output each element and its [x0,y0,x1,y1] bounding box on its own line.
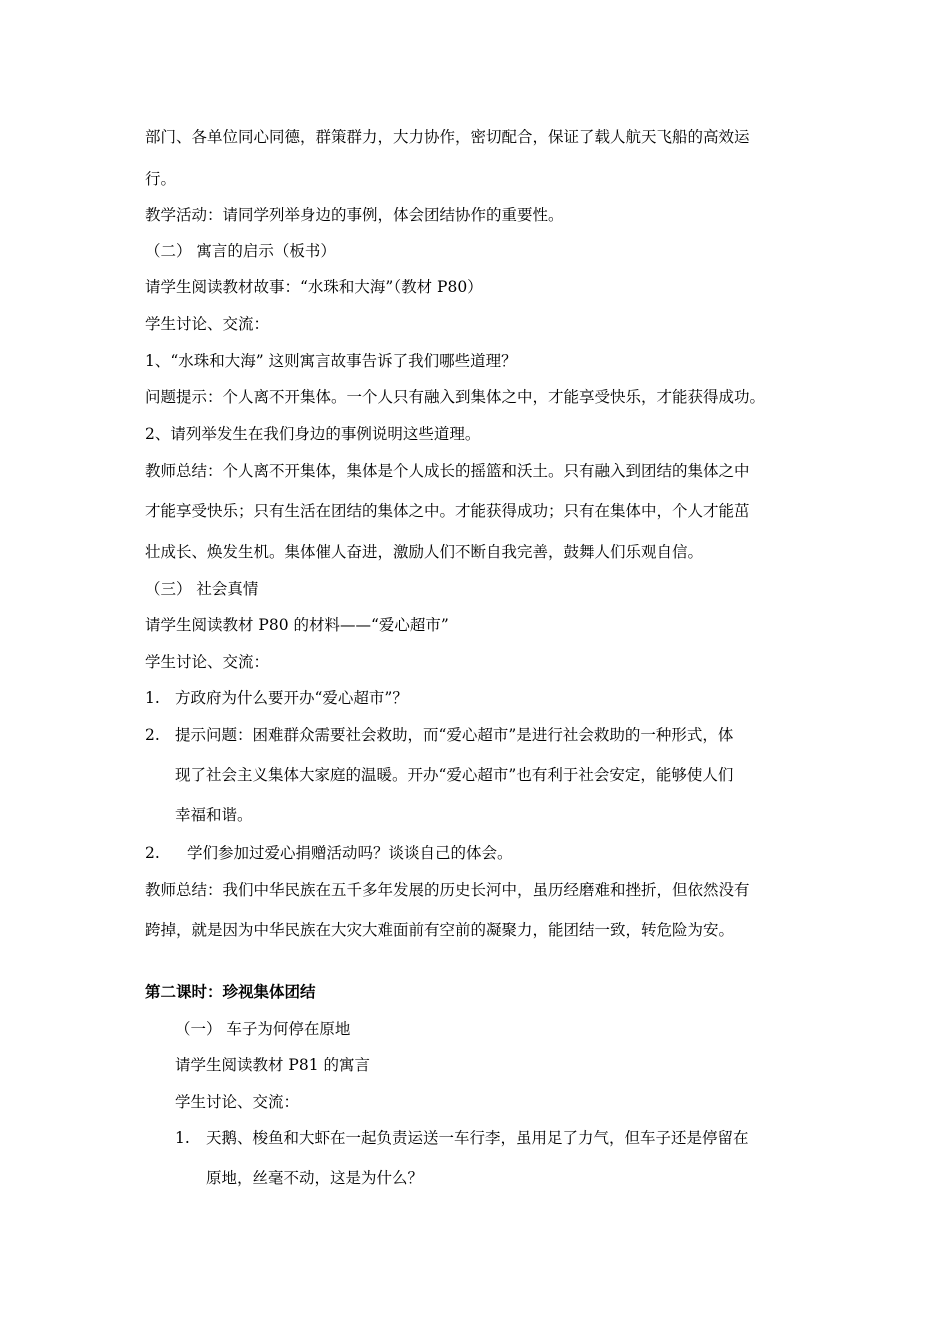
paragraph-line: 学生讨论、交流： [175,1093,300,1111]
list-item-text: 幸福和谐。 [175,806,253,824]
paragraph-line: 跨掉，就是因为中华民族在大灾大难面前有空前的凝聚力，能团结一致，转危险为安。 [145,921,735,939]
paragraph-line: 请学生阅读教材故事：“水珠和大海”（教材 P80） [145,278,483,296]
paragraph-line: 壮成长、焕发生机。集体催人奋进，激励人们不断自我完善，鼓舞人们乐观自信。 [145,543,704,561]
list-number: 1. [175,1129,190,1147]
paragraph-line: 请学生阅读教材 P81 的寓言 [175,1056,371,1074]
paragraph-line: 请学生阅读教材 P80 的材料——“爱心超市” [145,616,449,634]
paragraph-line: 教学活动：请同学列举身边的事例，体会团结协作的重要性。 [145,206,564,224]
list-item-text: 提示问题：困难群众需要社会救助，而“爱心超市”是进行社会救助的一种形式，体 [175,726,734,744]
lesson-heading: 第二课时：珍视集体团结 [145,982,316,1001]
paragraph-line: 行。 [145,170,177,188]
paragraph-line: 2、请列举发生在我们身边的事例说明这些道理。 [145,425,481,443]
paragraph-line: 1、“水珠和大海” 这则寓言故事告诉了我们哪些道理？ [145,352,517,370]
section-subheading: （三） 社会真情 [145,580,259,598]
paragraph-line: 部门、各单位同心同德，群策群力，大力协作，密切配合，保证了载人航天飞船的高效运 [145,128,750,146]
list-item-text: 学们参加过爱心捐赠活动吗？谈谈自己的体会。 [187,844,513,862]
paragraph-line: 学生讨论、交流： [145,315,270,333]
section-subheading: （二） 寓言的启示（板书） [145,242,336,260]
paragraph-line: 教师总结：我们中华民族在五千多年发展的历史长河中，虽历经磨难和挫折，但依然没有 [145,881,750,899]
paragraph-line: 教师总结：个人离不开集体，集体是个人成长的摇篮和沃土。只有融入到团结的集体之中 [145,462,750,480]
list-number: 1. [145,689,160,707]
paragraph-line: 问题提示：个人离不开集体。一个人只有融入到集体之中，才能享受快乐，才能获得成功。 [145,388,766,406]
list-number: 2. [145,726,160,744]
paragraph-line: 学生讨论、交流： [145,653,270,671]
list-item-text: 原地，丝毫不动，这是为什么？ [206,1169,424,1187]
section-subheading: （一） 车子为何停在原地 [175,1020,351,1038]
list-item-text: 天鹅、梭鱼和大虾在一起负责运送一车行李，虽用足了力气，但车子还是停留在 [206,1129,749,1147]
paragraph-line: 才能享受快乐；只有生活在团结的集体之中。才能获得成功；只有在集体中，个人才能茁 [145,502,750,520]
list-item-text: 方政府为什么要开办“爱心超市”？ [175,689,408,707]
list-item-text: 现了社会主义集体大家庭的温暖。开办“爱心超市”也有利于社会安定，能够使人们 [175,766,734,784]
list-number: 2. [145,844,160,862]
